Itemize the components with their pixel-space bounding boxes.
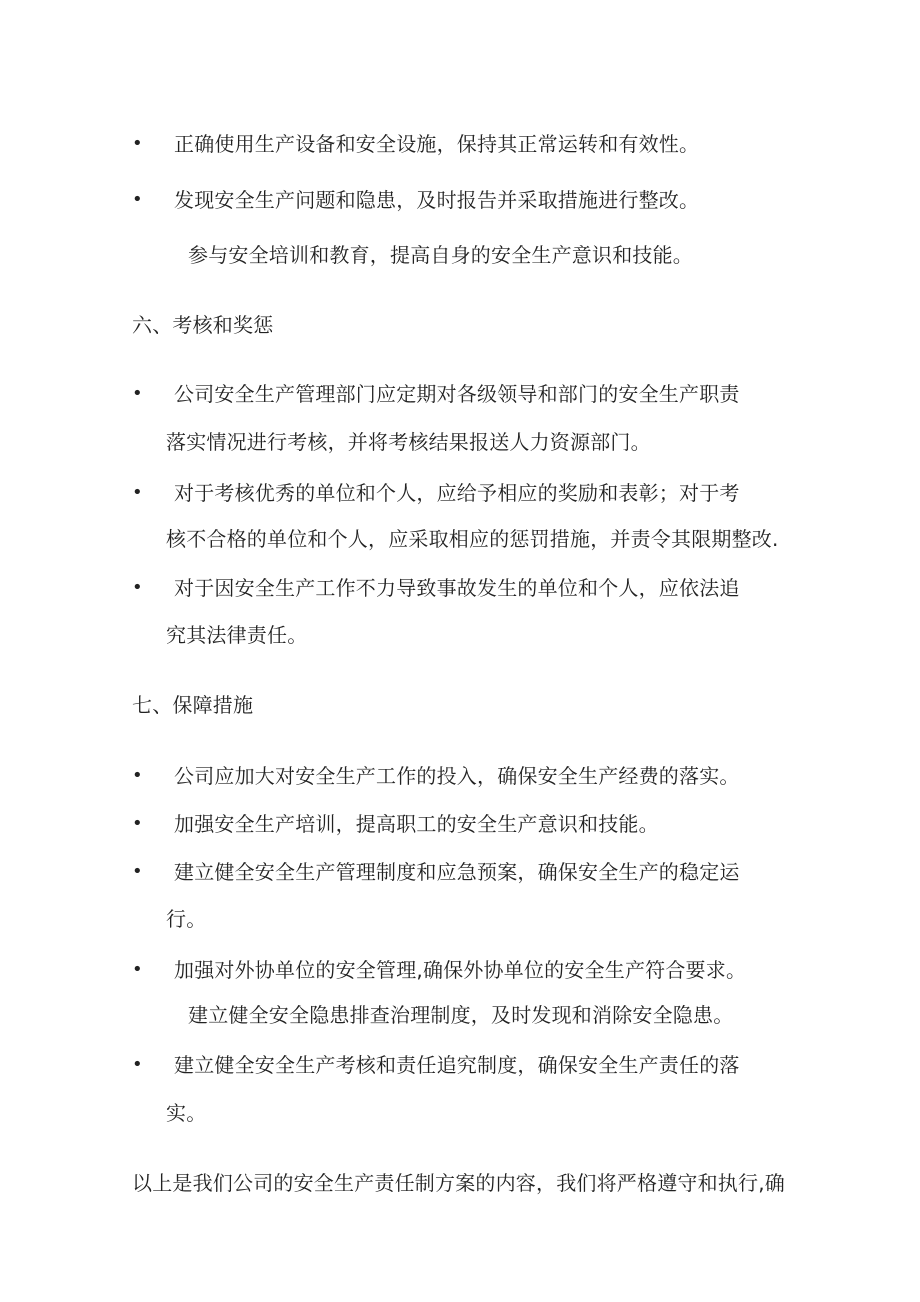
bullet-icon: • <box>132 133 143 154</box>
list-item: 建立健全安全生产考核和责任追究制度，确保安全生产责任的落 <box>174 1053 740 1077</box>
list-item: 建立健全安全隐患排查治理制度，及时发现和消除安全隐患。 <box>188 1003 734 1027</box>
list-item-continuation: 核不合格的单位和个人，应采取相应的惩罚措施，并责令其限期整改. <box>166 527 779 551</box>
list-item-continuation: 究其法律责任。 <box>166 623 308 647</box>
bullet-icon: • <box>132 765 143 786</box>
closing-paragraph: 以上是我们公司的安全生产责任制方案的内容，我们将严格遵守和执行,确 <box>132 1171 785 1195</box>
list-item: 公司应加大对安全生产工作的投入，确保安全生产经费的落实。 <box>174 764 740 788</box>
list-item: 参与安全培训和教育，提高自身的安全生产意识和技能。 <box>188 243 693 267</box>
list-item-continuation: 实。 <box>166 1101 207 1125</box>
bullet-icon: • <box>132 577 143 598</box>
bullet-icon: • <box>132 189 143 210</box>
section-heading: 七、保障措施 <box>132 693 254 717</box>
list-item: 对于因安全生产工作不力导致事故发生的单位和个人，应依法追 <box>174 576 740 600</box>
list-item: 加强对外协单位的安全管理,确保外协单位的安全生产符合要求。 <box>174 958 747 982</box>
bullet-icon: • <box>132 813 143 834</box>
list-item-continuation: 行。 <box>166 907 207 931</box>
list-item: 对于考核优秀的单位和个人，应给予相应的奖励和表彰；对于考 <box>174 481 740 505</box>
list-item: 正确使用生产设备和安全设施，保持其正常运转和有效性。 <box>174 132 700 156</box>
bullet-icon: • <box>132 482 143 503</box>
bullet-icon: • <box>132 959 143 980</box>
bullet-icon: • <box>132 383 143 404</box>
list-item: 发现安全生产问题和隐患，及时报告并采取措施进行整改。 <box>174 188 700 212</box>
list-item: 建立健全安全生产管理制度和应急预案，确保安全生产的稳定运 <box>174 860 740 884</box>
list-item-continuation: 落实情况进行考核，并将考核结果报送人力资源部门。 <box>166 430 651 454</box>
list-item: 公司安全生产管理部门应定期对各级领导和部门的安全生产职责 <box>174 382 740 406</box>
bullet-icon: • <box>132 1054 143 1075</box>
list-item: 加强安全生产培训，提高职工的安全生产意识和技能。 <box>174 812 659 836</box>
section-heading: 六、考核和奖惩 <box>132 313 274 337</box>
bullet-icon: • <box>132 861 143 882</box>
